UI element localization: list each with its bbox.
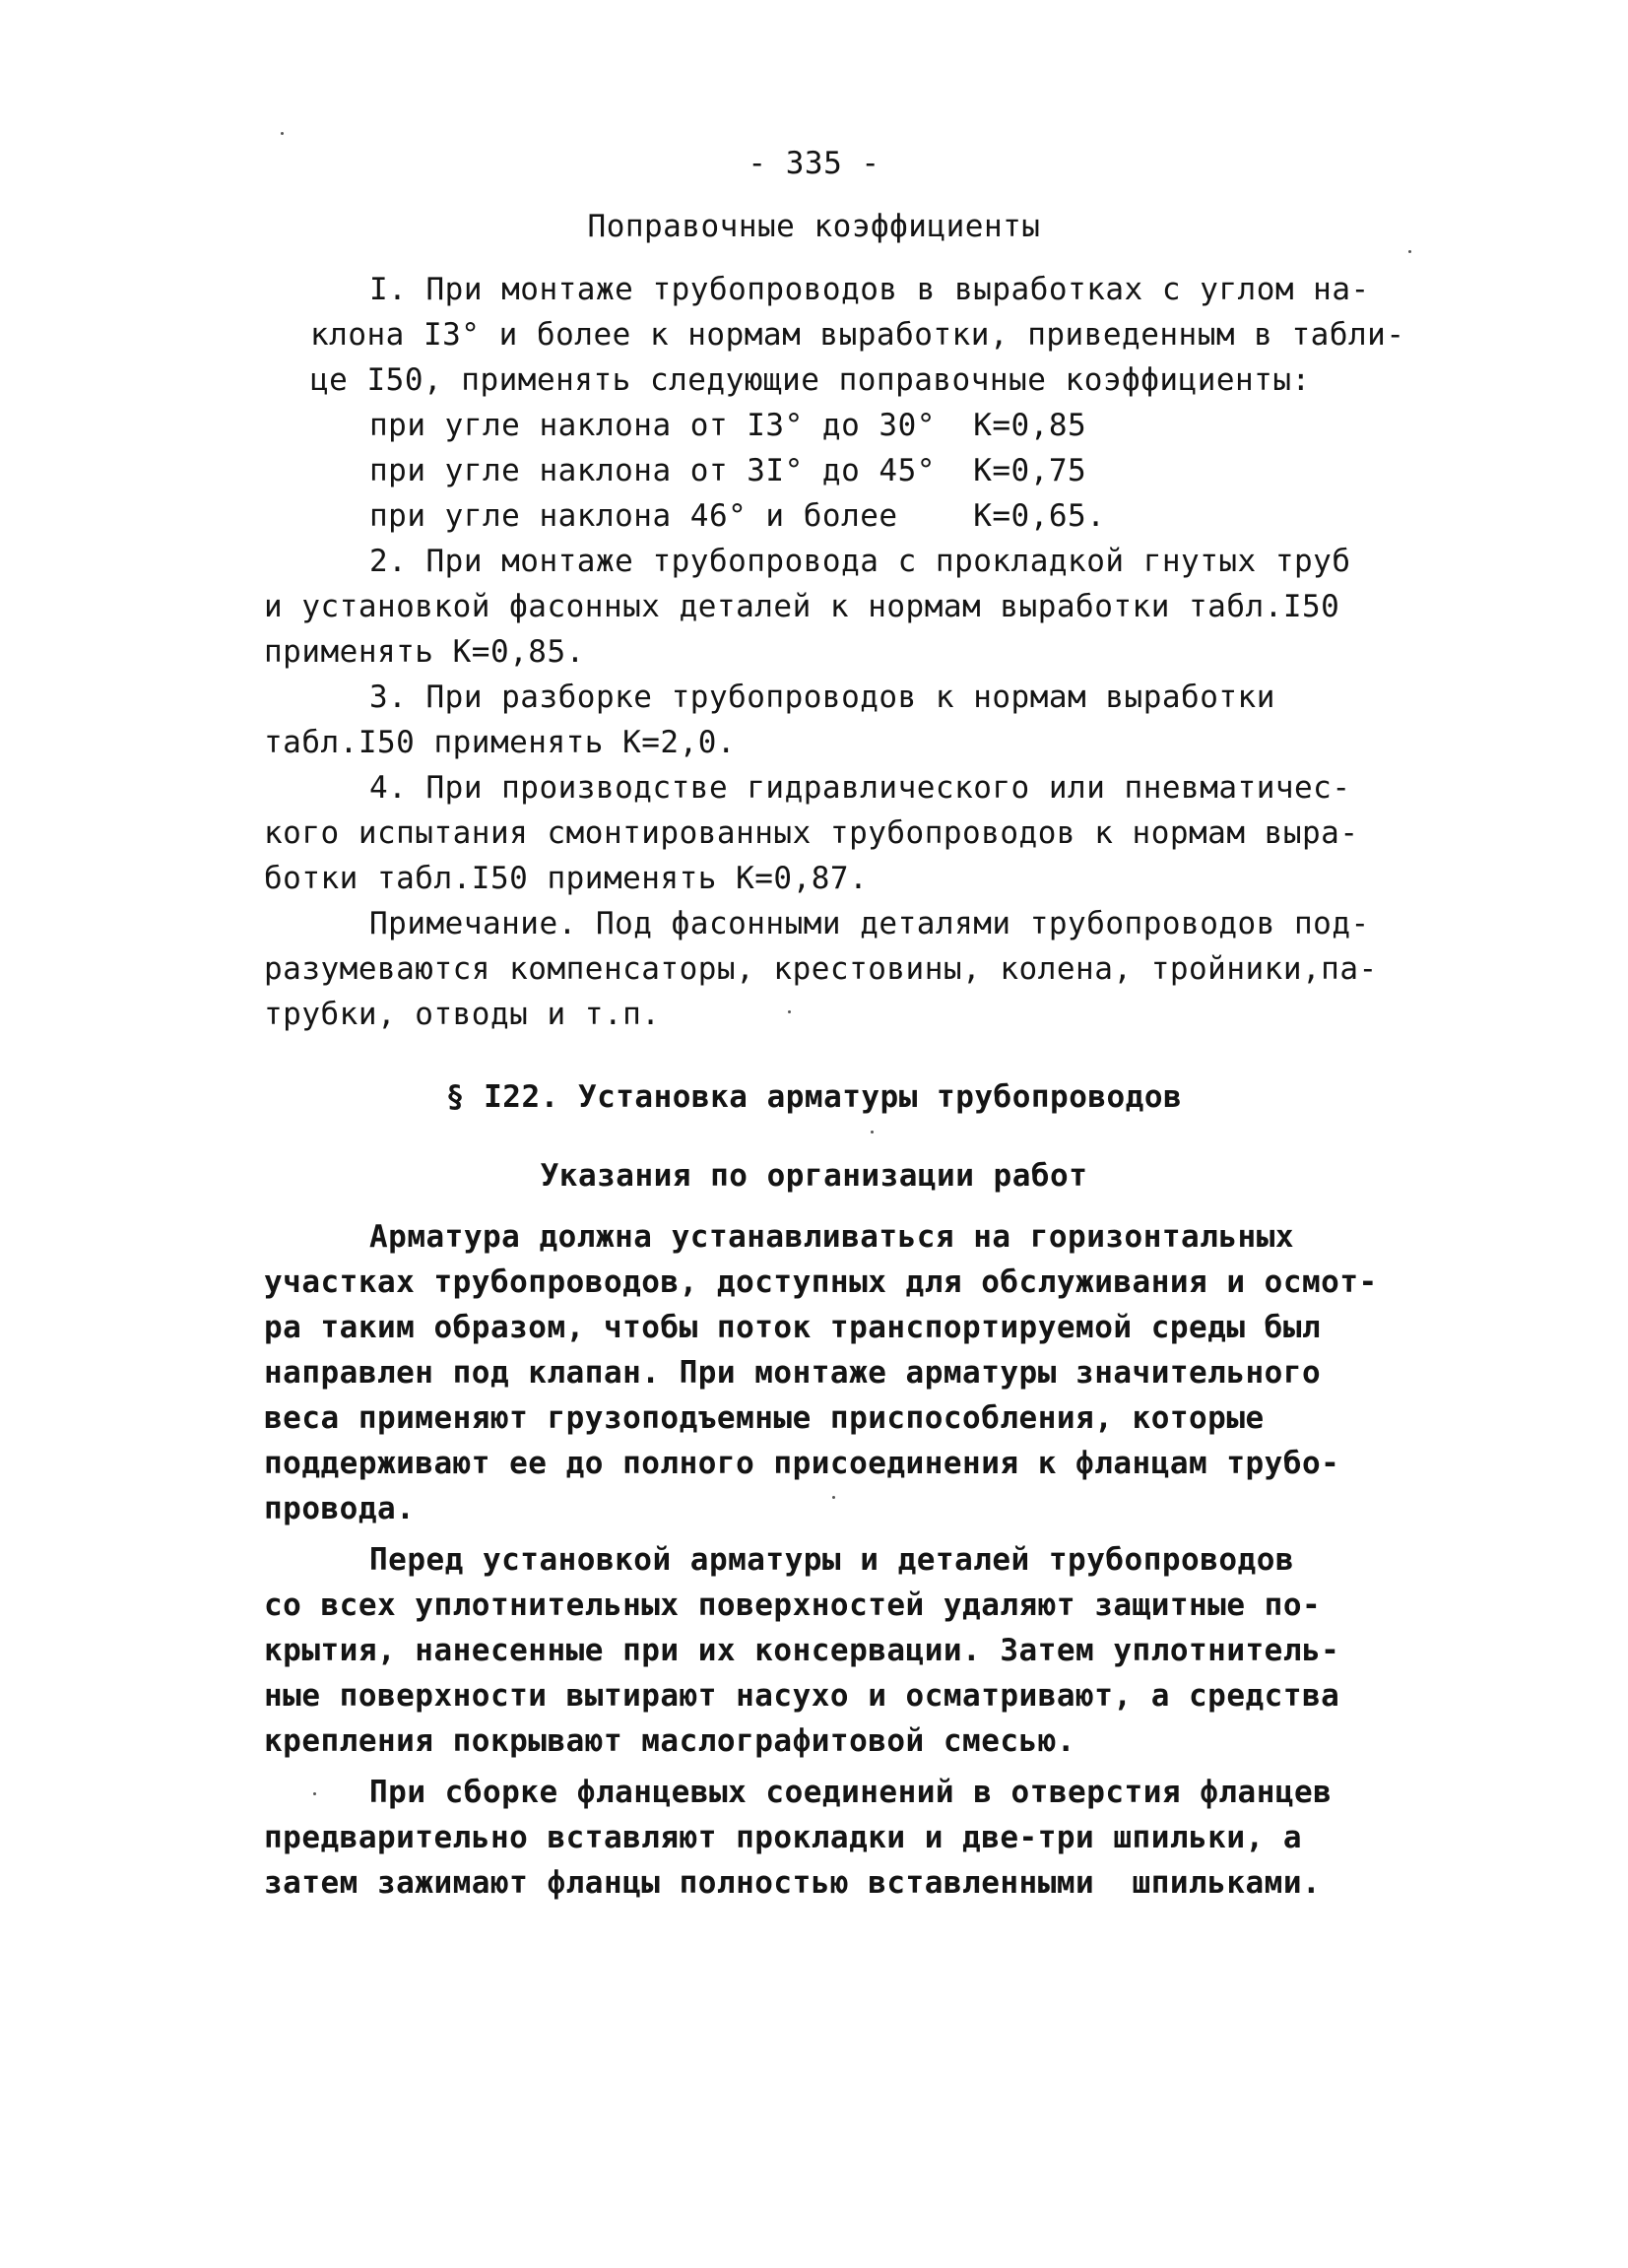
coef-line: при угле наклона от I3° до 30° К=0,85 [369, 408, 1087, 443]
instruction-line: Перед установкой арматуры и деталей трубопроводов [369, 1542, 1295, 1578]
coef-line: при угле наклона от 3I° до 45° К=0,75 [369, 453, 1087, 488]
scan-speck [1408, 250, 1411, 253]
instruction-line: крытия, нанесенные при их консервации. Затем уплотнитель- [264, 1633, 1340, 1668]
instruction-line: ра таким образом, чтобы поток транспортируемой среды был [264, 1310, 1322, 1345]
instruction-line: веса применяют грузоподъемные приспособления, которые [264, 1400, 1265, 1436]
instruction-line: затем зажимают фланцы полностью вставленными шпильками. [264, 1865, 1322, 1901]
coef-line: 3. При разборке трубопроводов к нормам выработки [369, 680, 1275, 715]
instruction-line: поддерживают ее до полного присоединения к фланцам трубо- [264, 1446, 1340, 1481]
coef-line: кого испытания смонтированных трубопроводов к нормам выра- [264, 815, 1359, 851]
instruction-line: провода. [264, 1491, 416, 1526]
instruction-line: ные поверхности вытирают насухо и осматривают, а средства [264, 1678, 1340, 1714]
coef-line: табл.I50 применять К=2,0. [264, 725, 737, 760]
subheading: Указания по организации работ [540, 1158, 1088, 1194]
coef-line: I. При монтаже трубопроводов в выработках с углом на- [369, 272, 1370, 307]
scan-speck [871, 1131, 874, 1134]
coef-line: при угле наклона 46° и более К=0,65. [369, 498, 1106, 534]
coef-line: 4. При производстве гидравлического или пневматичес- [369, 770, 1351, 806]
coef-line: и установкой фасонных деталей к нормам выработки табл.I50 [264, 589, 1340, 624]
coef-line: 2. При монтаже трубопровода с прокладкой гнутых труб [369, 544, 1351, 579]
coef-line: клона I3° и более к нормам выработки, приведенным в табли- [310, 317, 1405, 353]
scan-speck [313, 1792, 316, 1795]
section-title: Поправочные коэффициенты [587, 209, 1041, 244]
scan-speck [832, 1496, 835, 1499]
page-number: - 335 - [748, 146, 880, 181]
instruction-line: со всех уплотнительных поверхностей удаляют защитные по- [264, 1588, 1322, 1623]
note-line: трубки, отводы и т.п. [264, 997, 661, 1032]
instruction-line: Арматура должна устанавливаться на горизонтальных [369, 1219, 1295, 1255]
instruction-line: предварительно вставляют прокладки и две-три шпильки, а [264, 1820, 1302, 1855]
coef-line: применять К=0,85. [264, 634, 585, 670]
instruction-line: участках трубопроводов, доступных для обслуживания и осмот- [264, 1264, 1378, 1300]
coef-line: ботки табл.I50 применять К=0,87. [264, 861, 869, 896]
scan-speck [788, 1010, 791, 1013]
coef-line: це I50, применять следующие поправочные коэффициенты: [310, 362, 1311, 398]
paragraph-heading: § I22. Установка арматуры трубопроводов [445, 1079, 1183, 1115]
instruction-line: крепления покрывают маслографитовой смесью. [264, 1723, 1076, 1759]
scan-speck [281, 132, 284, 135]
instruction-line: При сборке фланцевых соединений в отверстия фланцев [369, 1775, 1333, 1810]
instruction-line: направлен под клапан. При монтаже арматуры значительного [264, 1355, 1322, 1391]
note-line: разумеваются компенсаторы, крестовины, колена, тройники,па- [264, 951, 1378, 987]
note-line: Примечание. Под фасонными деталями трубопроводов под- [369, 906, 1370, 941]
